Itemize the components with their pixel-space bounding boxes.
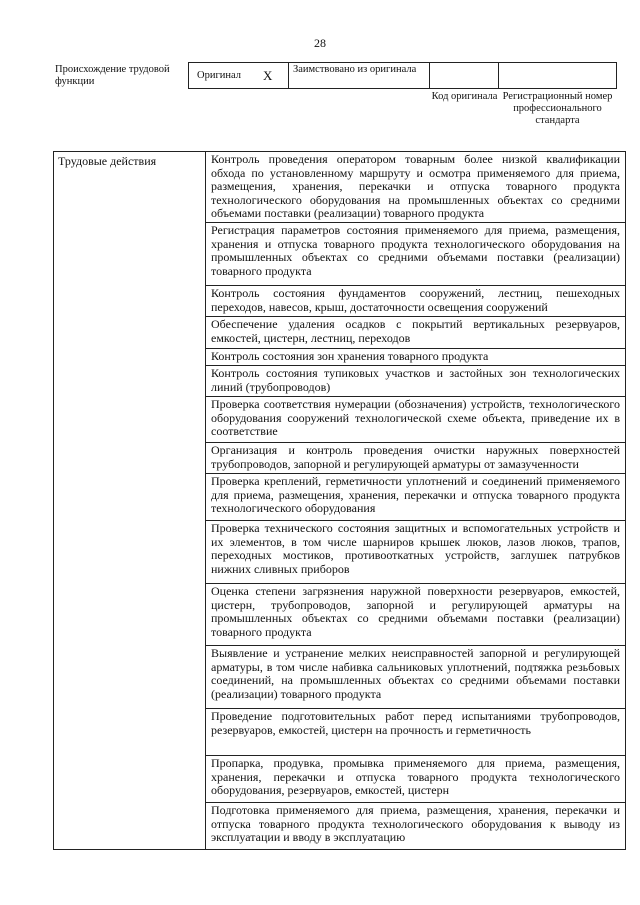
labor-action-item: Проверка креплений, герметичности уплотнений и соединений применяемого для приема, размещения, хранения, перекачки и отпуска товарного продукта технологического оборудования — [206, 474, 625, 521]
origin-label: Происхождение трудовой функции — [55, 64, 170, 87]
labor-action-item: Контроль проведения оператором товарным более низкой квалификации обхода по установленному маршруту и осмотра применяемого для приема, размещения, хранения, перекачки и отпуска товарного продукта технологического оборудования на промышленных объектах со средними объемами поставки (реализации) товарного продукта — [206, 152, 625, 223]
origin-box — [188, 62, 617, 89]
code-cell — [430, 63, 499, 88]
original-mark: X — [263, 67, 273, 83]
labor-action-item: Пропарка, продувка, промывка применяемого для приема, размещения, хранения, перекачки и отпуска товарного продукта технологического оборудования, резервуаров, емкостей, цистерн — [206, 756, 625, 803]
labor-action-item: Подготовка применяемого для приема, размещения, хранения, перекачки и отпуска товарного продукта технологического оборудования к выводу из эксплуатации и вводу в эксплуатацию — [211, 803, 620, 845]
labor-action-item: Обеспечение удаления осадков с покрытий вертикальных резервуаров, емкостей, цистерн, лестниц, переходов — [206, 317, 625, 349]
page-number: 28 — [314, 36, 326, 50]
code-caption: Код оригинала — [431, 91, 498, 102]
borrowed-cell: Заимствовано из оригинала — [289, 63, 430, 88]
labor-action-item: Оценка степени загрязнения наружной поверхности резервуаров, емкостей, цистерн, трубопроводов, запорной и регулирующей арматуры на промышленных объектах со средними объемами поставки (реализации) товарного продукта — [206, 584, 625, 646]
labor-actions-list — [206, 152, 626, 850]
reg-number-caption: Регистрационный номер профессионального стандарта — [502, 91, 613, 126]
labor-action-item: Организация и контроль проведения очистки наружных поверхностей трубопроводов, запорной и регулирующей арматуры от замазученности — [206, 443, 625, 474]
labor-action-item: Проведение подготовительных работ перед испытаниями трубопроводов, резервуаров, емкостей, цистерн на прочность и герметичность — [206, 709, 625, 756]
original-label: Оригинал — [197, 70, 241, 81]
labor-action-item: Контроль состояния тупиковых участков и застойных зон технологических линий (трубопроводов) — [206, 366, 625, 397]
table-row — [54, 152, 626, 850]
labor-action-item: Выявление и устранение мелких неисправностей запорной и регулирующей арматуры, в том числе набивка сальниковых уплотнений, подтяжка резьбовых соединений, на промышленных объектах со средними объемами поставки (реализации) товарного продукта — [206, 646, 625, 709]
labor-action-item: Контроль состояния фундаментов сооружений, лестниц, пешеходных переходов, навесов, крыш, достаточности освещения сооружений — [206, 286, 625, 317]
labor-action-item: Проверка соответствия нумерации (обозначения) устройств, технологического оборудования сооружений технологической схеме объекта, приведение их в соответствие — [206, 397, 625, 443]
labor-actions-label: Трудовые действия — [54, 152, 206, 850]
reg-number-cell — [499, 63, 616, 88]
labor-actions-table — [53, 151, 626, 850]
labor-action-item: Контроль состояния зон хранения товарного продукта — [206, 349, 625, 366]
original-cell — [189, 63, 289, 88]
labor-action-item: Регистрация параметров состояния применяемого для приема, размещения, хранения и отпуска товарного продукта технологического оборудования на промышленных объектах со средними объемами поставки (реализации) товарного продукта — [206, 223, 625, 286]
labor-action-item: Проверка технического состояния защитных и вспомогательных устройств и их элементов, в том числе шарниров крышек люков, лазов люков, трапов, переходных мостиков, противооткатных устройств, заглушек патрубков нижних сливных приборов — [206, 521, 625, 584]
